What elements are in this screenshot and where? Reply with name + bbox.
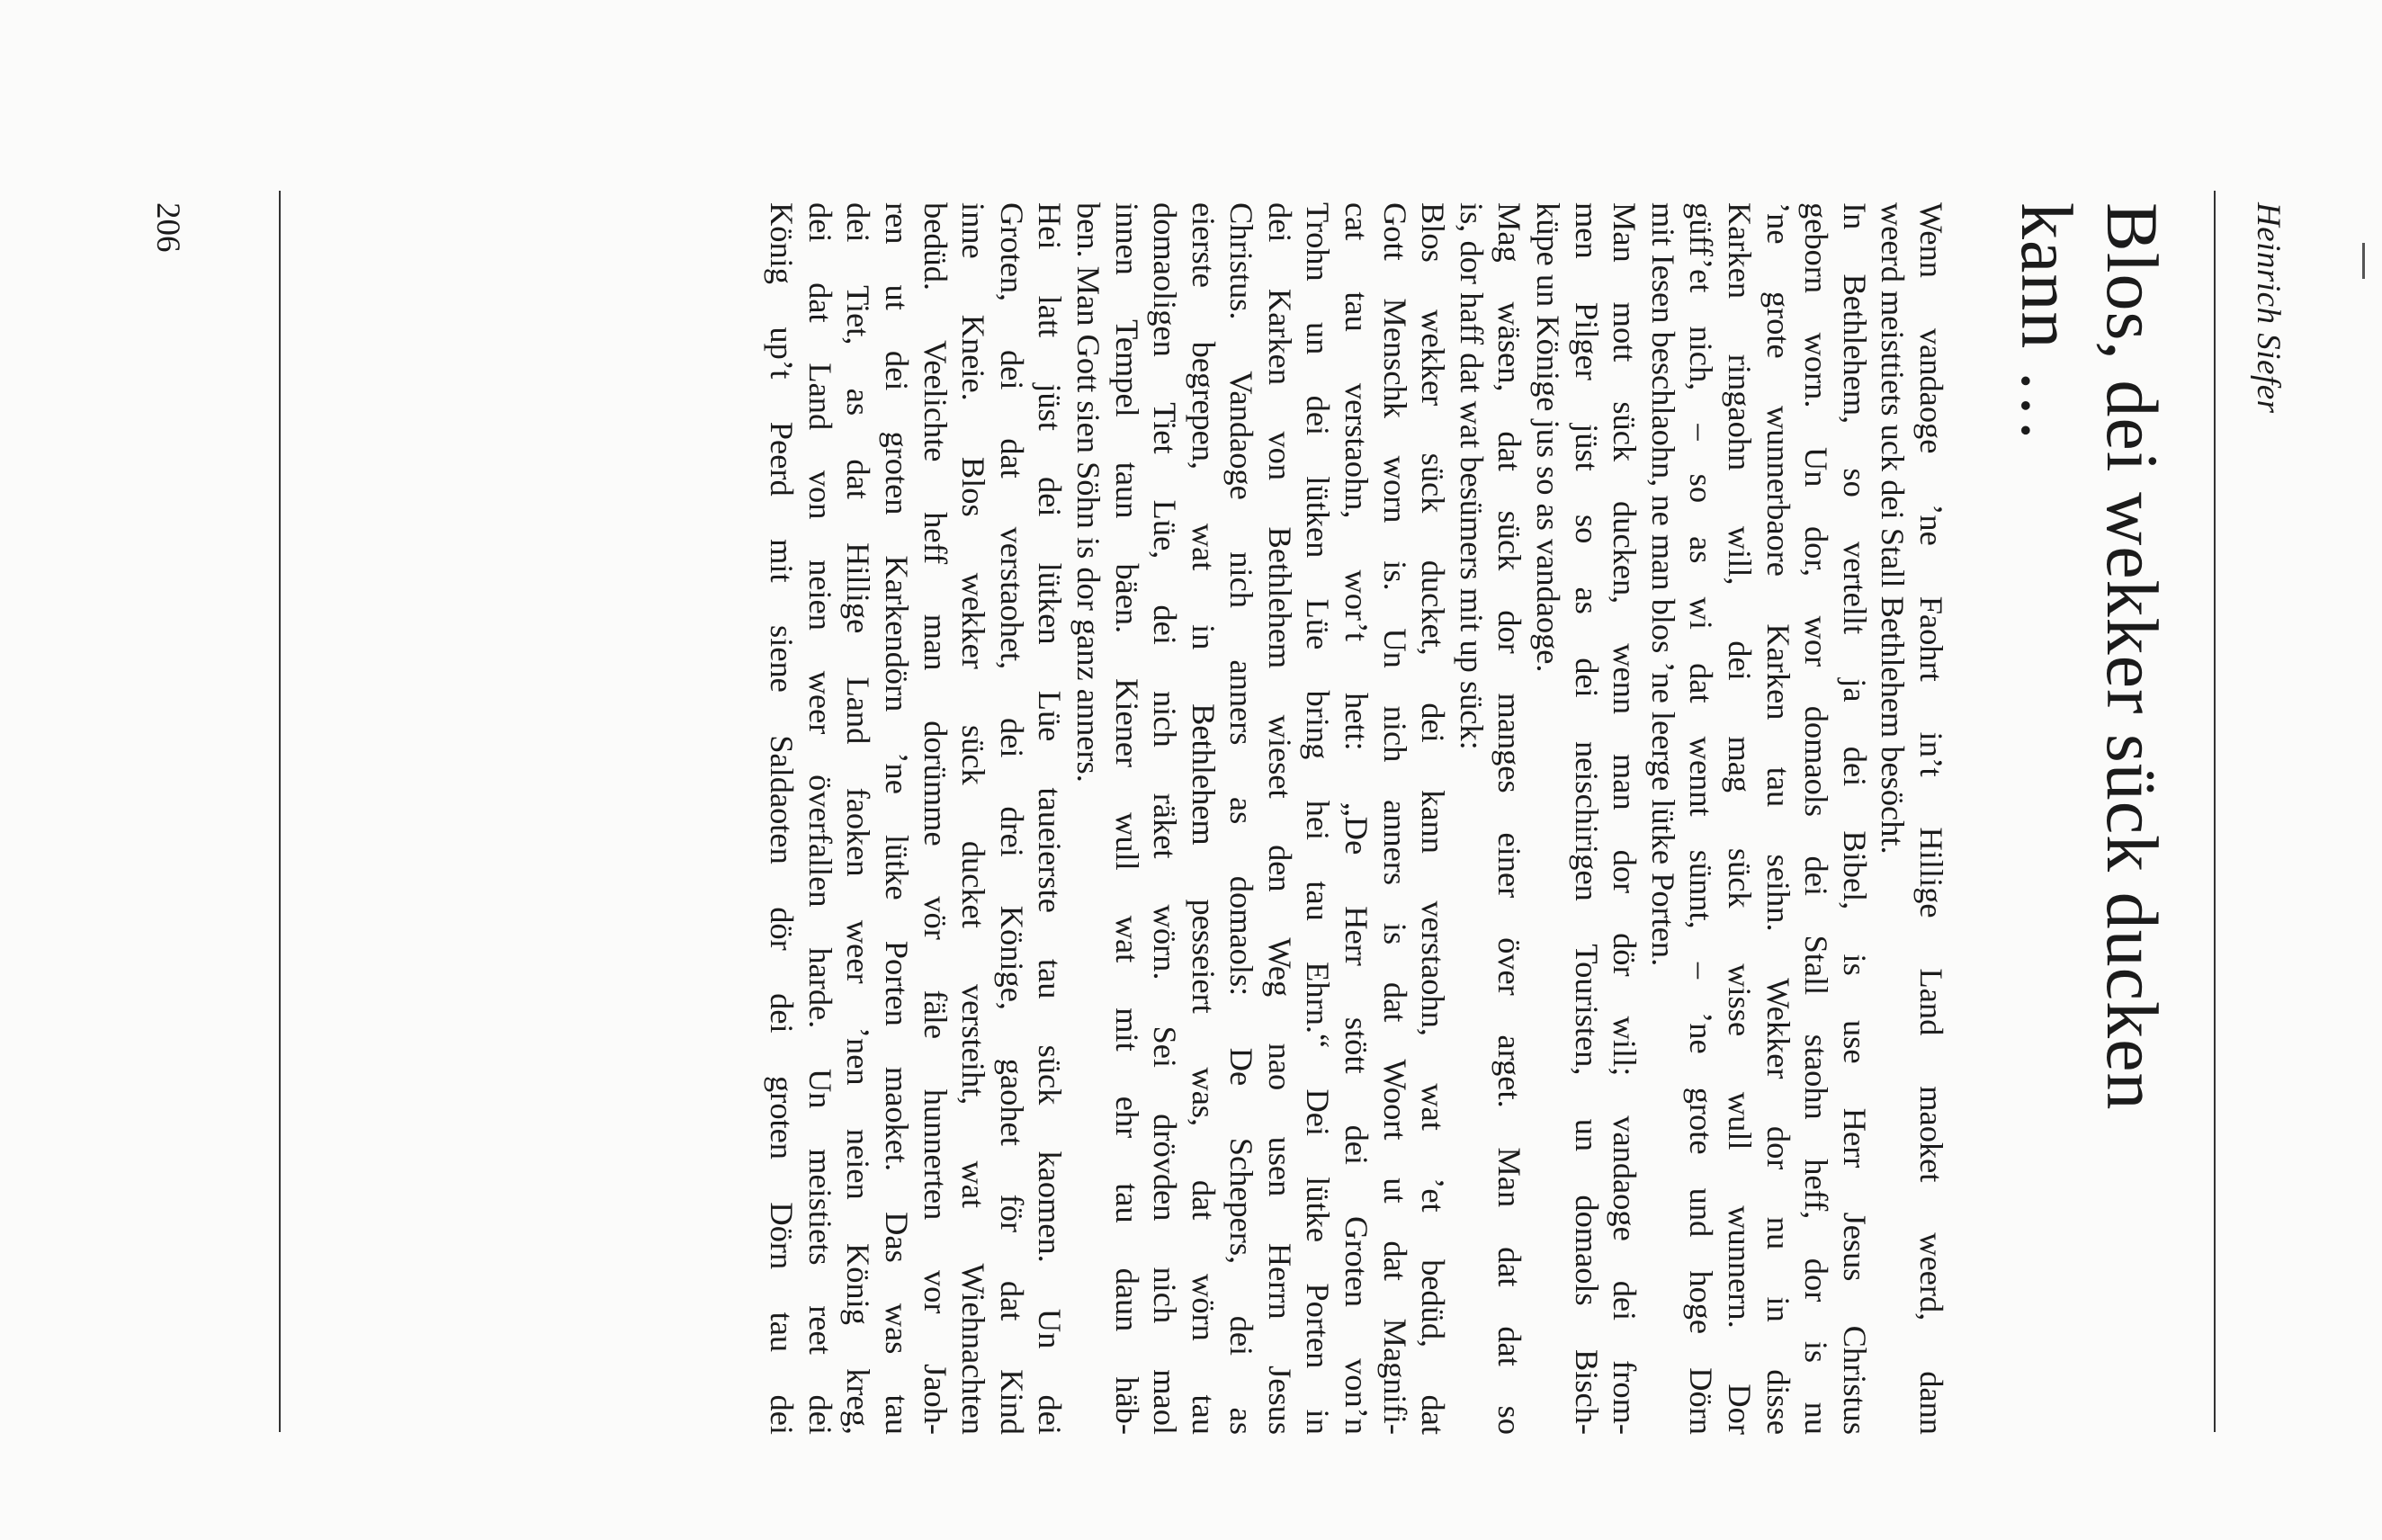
text-line: dei dat Land von neien weer överfallen harde. Un meistiets reet dei — [801, 202, 838, 1435]
text-line: eierste begrepen, wat in Bethlehem pesseiert was, dat wörn tau — [1185, 202, 1222, 1435]
text-line: Hei latt jüst dei lütken Lüe taueierste tau sück kaomen. Un dei — [1032, 202, 1069, 1435]
text-line: König up’t Peerd mit siene Saldaoten dör dei groten Dörn tau dei — [764, 202, 801, 1435]
text-line: weerd meisttiets uck dei Stall Bethlehem besöcht. — [1875, 202, 1912, 855]
text-line: innen Tempel taun bäen. Kiener wull wat mit ehr tau daun häb- — [1108, 202, 1145, 1435]
title-line: kann … — [2006, 202, 2088, 443]
text-line: bedüd. Veelichte heff man dorümme vör fäle hunnerten vor Jaoh- — [917, 202, 954, 1435]
paragraph — [763, 202, 1070, 1435]
paragraph — [1874, 202, 1950, 1435]
text-line: ren ut dei groten Karkendörn ’ne lütke Porten maoket. Das was tau — [878, 202, 915, 1435]
body-text — [763, 202, 1950, 1435]
text-line: Blos wekker sück ducket, dei kann verstaohn, wat ’et bedüd, dat — [1415, 202, 1452, 1435]
paragraph — [1528, 202, 1873, 1435]
chapter-title — [2004, 202, 2175, 1426]
text-line: mit Iesen beschlaohn, ne man blos ’ne leerge lütke Porten. — [1644, 202, 1681, 967]
text-line: is, dor haff dat wat besümers mit up sück: — [1453, 202, 1490, 750]
header-rule — [2214, 191, 2216, 1432]
text-line: Mag wäsen, dat sück dor manges einer över arget. Man dat dat so — [1491, 202, 1528, 1435]
title-line: Blos, dei wekker sück ducken — [2091, 202, 2173, 1111]
paragraph — [1069, 202, 1452, 1435]
author-name: Heinrich Siefer — [2250, 202, 2287, 414]
text-line: cat tau verstaohn, wor’t hett: „De Herr stött dei Groten von’n — [1339, 202, 1375, 1435]
text-line: inne Kneie. Blos wekker sück ducket versteiht, wat Wiehnachten — [955, 202, 992, 1435]
text-line: Gott Menschk worn is. Un nich anners is dat Woort ut dat Magnifi- — [1376, 202, 1413, 1435]
text-line: küpe un Könige jus so as vandaoge. — [1530, 202, 1567, 673]
text-line: dei Karken von Bethlehem wieset den Weg nao usen Herrn Jesus — [1261, 202, 1298, 1435]
paragraph — [1452, 202, 1528, 1435]
text-line: ’ne grote wunnerbaore Karken tau seihn. Wekker dor nu in disse — [1760, 202, 1796, 1435]
text-line: geborn worn. Un dor, wor domaols dei Stall staohn heff, dor is nu — [1798, 202, 1835, 1435]
text-line: Man mott sück ducken, wenn man dor dör will; vandaoge dei from- — [1607, 202, 1643, 1435]
text-line: In Bethlehem, so vertellt ja dei Bibel, is use Herr Jesus Christus — [1836, 202, 1873, 1435]
text-line: Karken ringaohn will, dei mag sück wisse wull wunnern. Dor — [1722, 202, 1759, 1435]
text-line: Groten, dei dat verstaohet, dei drei Könige, gaohet för dat Kind — [993, 202, 1030, 1435]
text-line: güff’et nich, – so as wi dat wennt sünnt, – ’ne grote und hoge Dörn — [1683, 202, 1720, 1435]
text-line: men Pilger jüst so as dei neischirigen Touristen, un domaols Bisch- — [1568, 202, 1605, 1435]
footer-rule — [279, 191, 281, 1432]
text-line: dei Tiet, as dat Hillige Land faoken weer ’nen neien König kreg, — [840, 202, 877, 1435]
text-line: ben. Man Gott sien Söhn is dor ganz anners. — [1070, 202, 1106, 783]
text-line: Trohn un dei lütken Lüe bring hei tau Ehrn.“ Dei lütke Porten in — [1300, 202, 1337, 1435]
text-line: Wenn vandaoge ’ne Faohrt in’t Hillige Land maoket weerd, dann — [1913, 202, 1949, 1435]
page-number: 206 — [149, 202, 186, 253]
text-line: domaoligen Tiet Lüe, dei nich räket wörn. Sei drövden nich maol — [1147, 202, 1184, 1435]
text-line: Christus. Vandaoge nich anners as domaols: De Schepers, dei as — [1223, 202, 1260, 1435]
